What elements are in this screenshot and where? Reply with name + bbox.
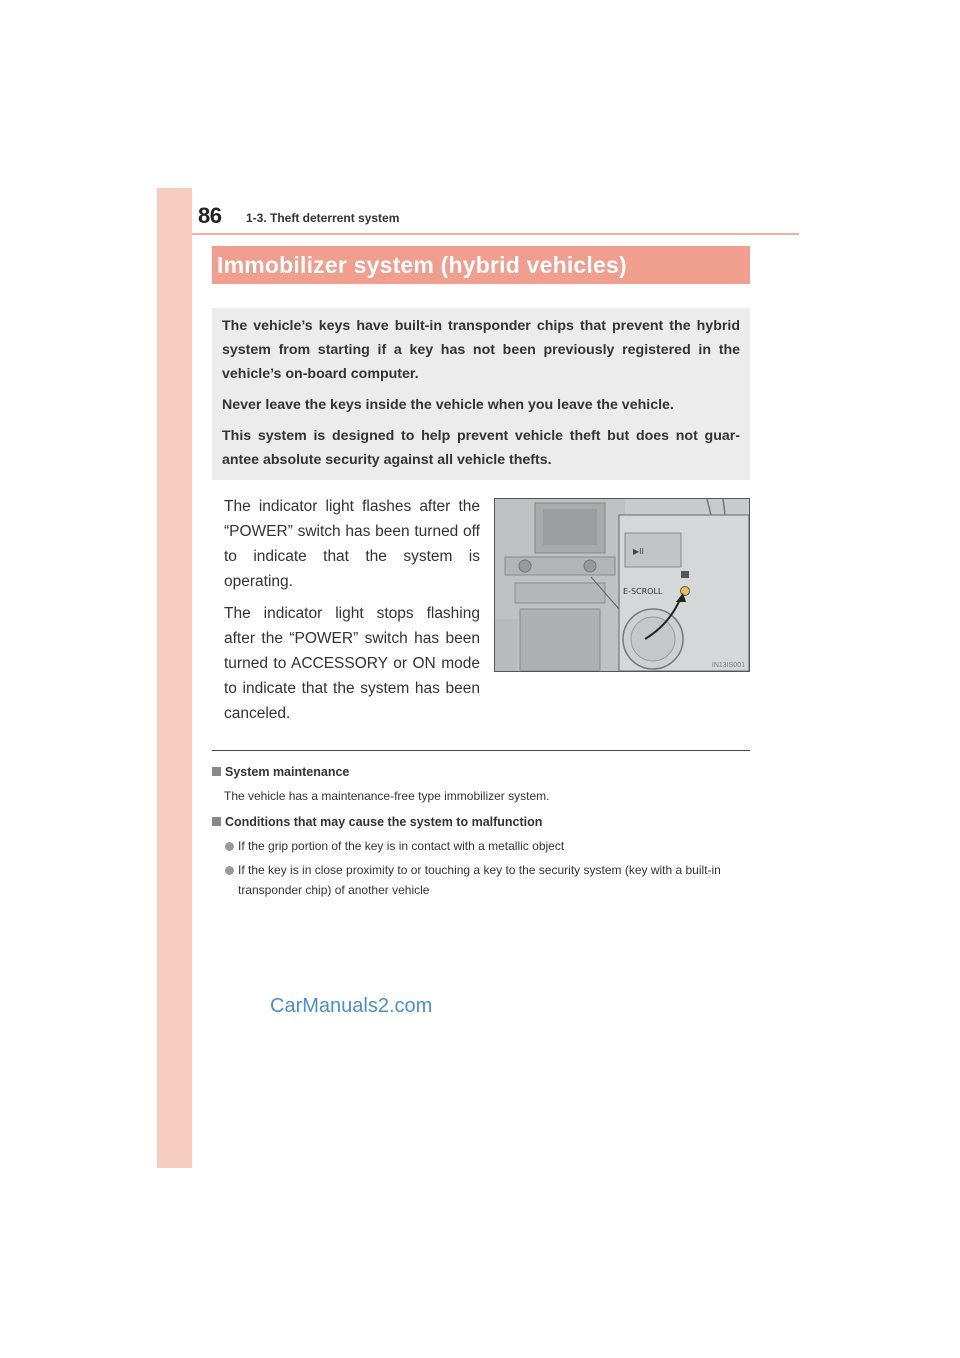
intro-box [212, 308, 750, 480]
note-heading-text: System maintenance [225, 765, 350, 779]
svg-text:▶II: ▶II [633, 547, 644, 556]
body-paragraph: The indicator light flashes after the “POWER” switch has been turned off to indicate that the system is operating. [224, 498, 480, 590]
note-text: The vehicle has a maintenance-free type immobilizer system. [224, 789, 550, 803]
note-bullet [212, 860, 752, 900]
running-head: 1-3. Theft deterrent system [246, 211, 400, 225]
note-heading [212, 812, 752, 832]
notes-rule [212, 750, 750, 751]
intro-paragraph: Never leave the keys inside the vehicle when you leave the vehicle. [222, 397, 674, 413]
page-number: 86 [198, 203, 222, 228]
note-heading [212, 762, 752, 782]
section-title: Immobilizer system (hybrid vehicles) [212, 246, 750, 284]
note-bullet [212, 836, 752, 856]
note-heading-text: Conditions that may cause the system to malfunction [225, 815, 543, 829]
figure-code: IN13IS001 [711, 662, 745, 669]
square-bullet-icon [212, 767, 221, 776]
watermark-link[interactable]: CarManuals2.com [270, 995, 433, 1017]
dashboard-figure [494, 498, 750, 672]
circle-bullet-icon [225, 842, 234, 851]
intro-paragraph: The vehicle’s keys have built-in transponder chips that prevent the hybrid system from starting if a key has not been previously registered in the vehicle’s on-board computer. [222, 318, 740, 382]
panel-label: E-SCROLL [623, 587, 663, 596]
intro-paragraph: This system is designed to help prevent vehicle theft but does not guar- antee absolute security against all vehicle thefts. [222, 428, 740, 468]
notes-section [212, 762, 752, 903]
dashboard-illustration [495, 499, 749, 671]
square-bullet-icon [212, 817, 221, 826]
body-paragraph: The indicator light stops flashing after the “POWER” switch has been turned to ACCESSORY or ON mode to indicate that the system has been canceled. [224, 605, 480, 722]
bullet-text: If the key is in close proximity to or touching a key to the security system (key with a built-in transponder chip) of another vehicle [238, 863, 721, 897]
bullet-text: If the grip portion of the key is in contact with a metallic object [238, 839, 565, 853]
chapter-sidebar-tab [157, 188, 192, 1168]
header-rule [192, 233, 799, 235]
circle-bullet-icon [225, 866, 234, 875]
body-text [224, 494, 480, 733]
